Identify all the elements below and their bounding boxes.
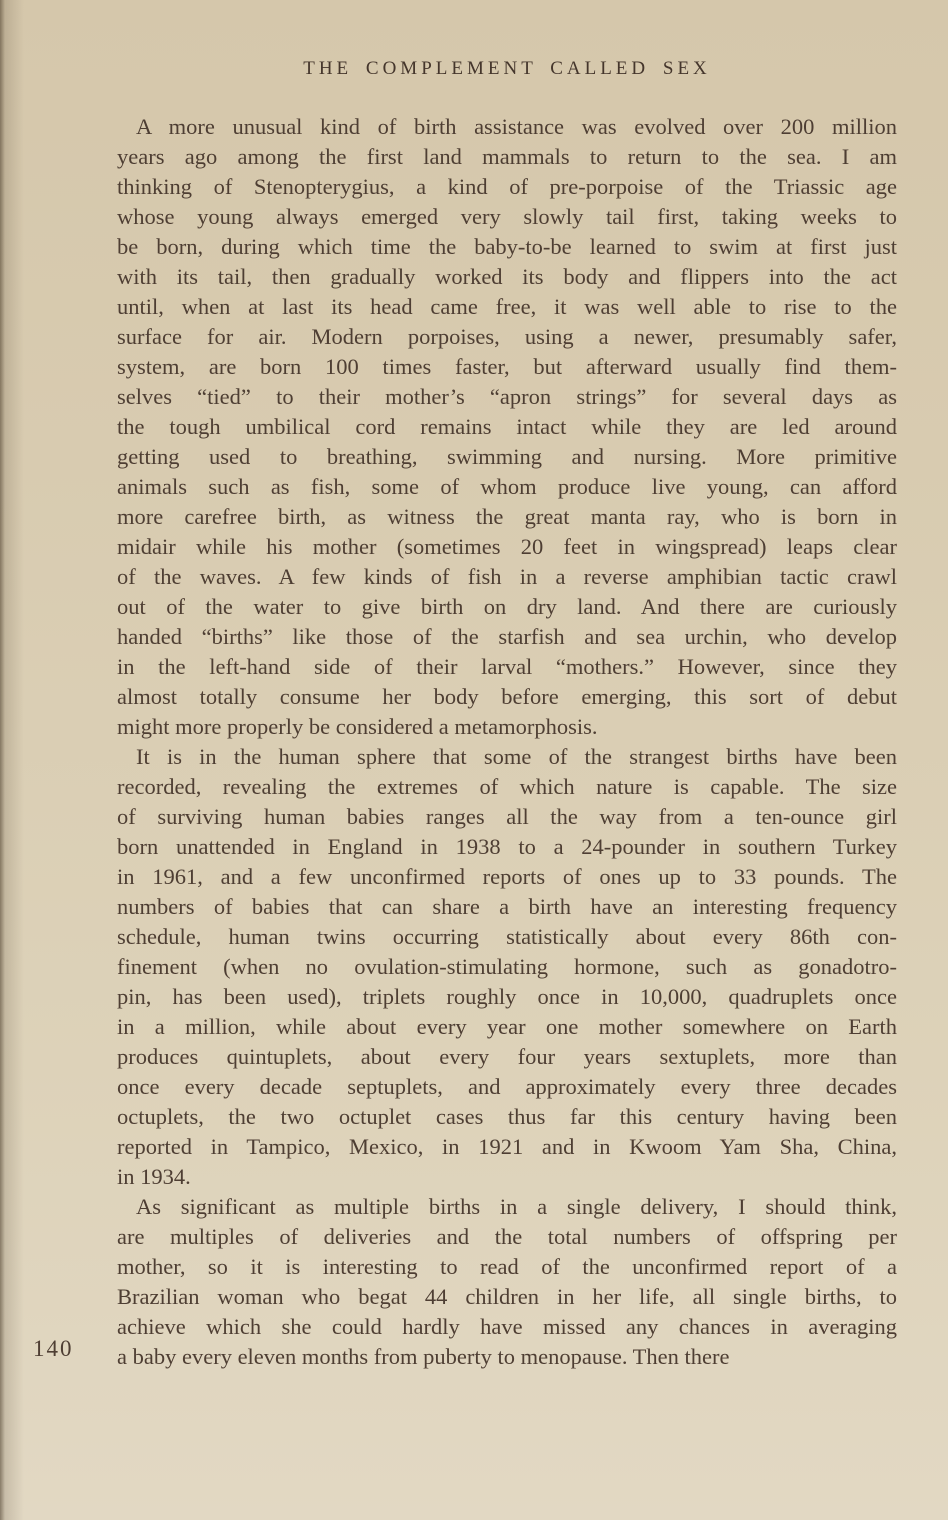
page-number: 140 — [33, 1336, 74, 1361]
text-line: system, are born 100 times faster, but afterward usually find them- — [117, 354, 897, 379]
text-line: surface for air. Modern porpoises, using a newer, presumably safer, — [117, 324, 897, 349]
text-line: mother, so it is interesting to read of the unconfirmed report of a — [117, 1254, 897, 1279]
text-line: midair while his mother (sometimes 20 feet in wingspread) leaps clear — [117, 534, 897, 559]
text-line: years ago among the first land mammals to return to the sea. I am — [117, 144, 897, 169]
running-header: THE COMPLEMENT CALLED SEX — [303, 58, 711, 79]
text-line: whose young always emerged very slowly tail first, taking weeks to — [117, 204, 897, 229]
text-line: finement (when no ovulation-stimulating hormone, such as gonadotro- — [117, 954, 897, 979]
text-line: the tough umbilical cord remains intact while they are led around — [117, 414, 897, 439]
text-line: thinking of Stenopterygius, a kind of pre-porpoise of the Triassic age — [117, 174, 897, 199]
body-text — [117, 112, 897, 1372]
text-line: pin, has been used), triplets roughly once in 10,000, quadruplets once — [117, 984, 897, 1009]
text-line: are multiples of deliveries and the total numbers of offspring per — [117, 1224, 897, 1249]
text-line: might more properly be considered a metamorphosis. — [117, 714, 598, 739]
paragraph — [117, 1192, 897, 1372]
text-line: numbers of babies that can share a birth have an interesting frequency — [117, 894, 897, 919]
text-line: animals such as fish, some of whom produce live young, can afford — [117, 474, 897, 499]
text-line: reported in Tampico, Mexico, in 1921 and in Kwoom Yam Sha, China, — [117, 1134, 897, 1159]
text-line: in the left-hand side of their larval “mothers.” However, since they — [117, 654, 897, 679]
text-line: a baby every eleven months from puberty to menopause. Then there — [117, 1344, 730, 1369]
text-line: As significant as multiple births in a single delivery, I should think, — [136, 1194, 897, 1219]
text-line: almost totally consume her body before emerging, this sort of debut — [117, 684, 897, 709]
text-line: with its tail, then gradually worked its body and flippers into the act — [117, 264, 897, 289]
paragraph — [117, 742, 897, 1192]
text-line: achieve which she could hardly have missed any chances in averaging — [117, 1314, 897, 1339]
text-line: selves “tied” to their mother’s “apron strings” for several days as — [117, 384, 897, 409]
text-line: born unattended in England in 1938 to a 24-pounder in southern Turkey — [117, 834, 897, 859]
text-line: produces quintuplets, about every four years sextuplets, more than — [117, 1044, 897, 1069]
text-line: It is in the human sphere that some of the strangest births have been — [136, 744, 897, 769]
text-line: more carefree birth, as witness the great manta ray, who is born in — [117, 504, 897, 529]
page-edge-shadow — [0, 0, 24, 1520]
text-line: A more unusual kind of birth assistance was evolved over 200 million — [136, 114, 897, 139]
text-line: octuplets, the two octuplet cases thus far this century having been — [117, 1104, 897, 1129]
text-line: in a million, while about every year one mother somewhere on Earth — [117, 1014, 897, 1039]
text-line: schedule, human twins occurring statistically about every 86th con- — [117, 924, 897, 949]
text-line: Brazilian woman who begat 44 children in her life, all single births, to — [117, 1284, 897, 1309]
text-line: recorded, revealing the extremes of which nature is capable. The size — [117, 774, 897, 799]
text-line: once every decade septuplets, and approximately every three decades — [117, 1074, 897, 1099]
paragraph — [117, 112, 897, 742]
text-line: in 1961, and a few unconfirmed reports of ones up to 33 pounds. The — [117, 864, 897, 889]
text-line: out of the water to give birth on dry land. And there are curiously — [117, 594, 897, 619]
text-line: until, when at last its head came free, it was well able to rise to the — [117, 294, 897, 319]
text-line: of the waves. A few kinds of fish in a reverse amphibian tactic crawl — [117, 564, 897, 589]
text-line: in 1934. — [117, 1164, 191, 1189]
text-line: handed “births” like those of the starfish and sea urchin, who develop — [117, 624, 897, 649]
text-line: getting used to breathing, swimming and nursing. More primitive — [117, 444, 897, 469]
text-line: of surviving human babies ranges all the way from a ten-ounce girl — [117, 804, 897, 829]
text-line: be born, during which time the baby-to-be learned to swim at first just — [117, 234, 897, 259]
